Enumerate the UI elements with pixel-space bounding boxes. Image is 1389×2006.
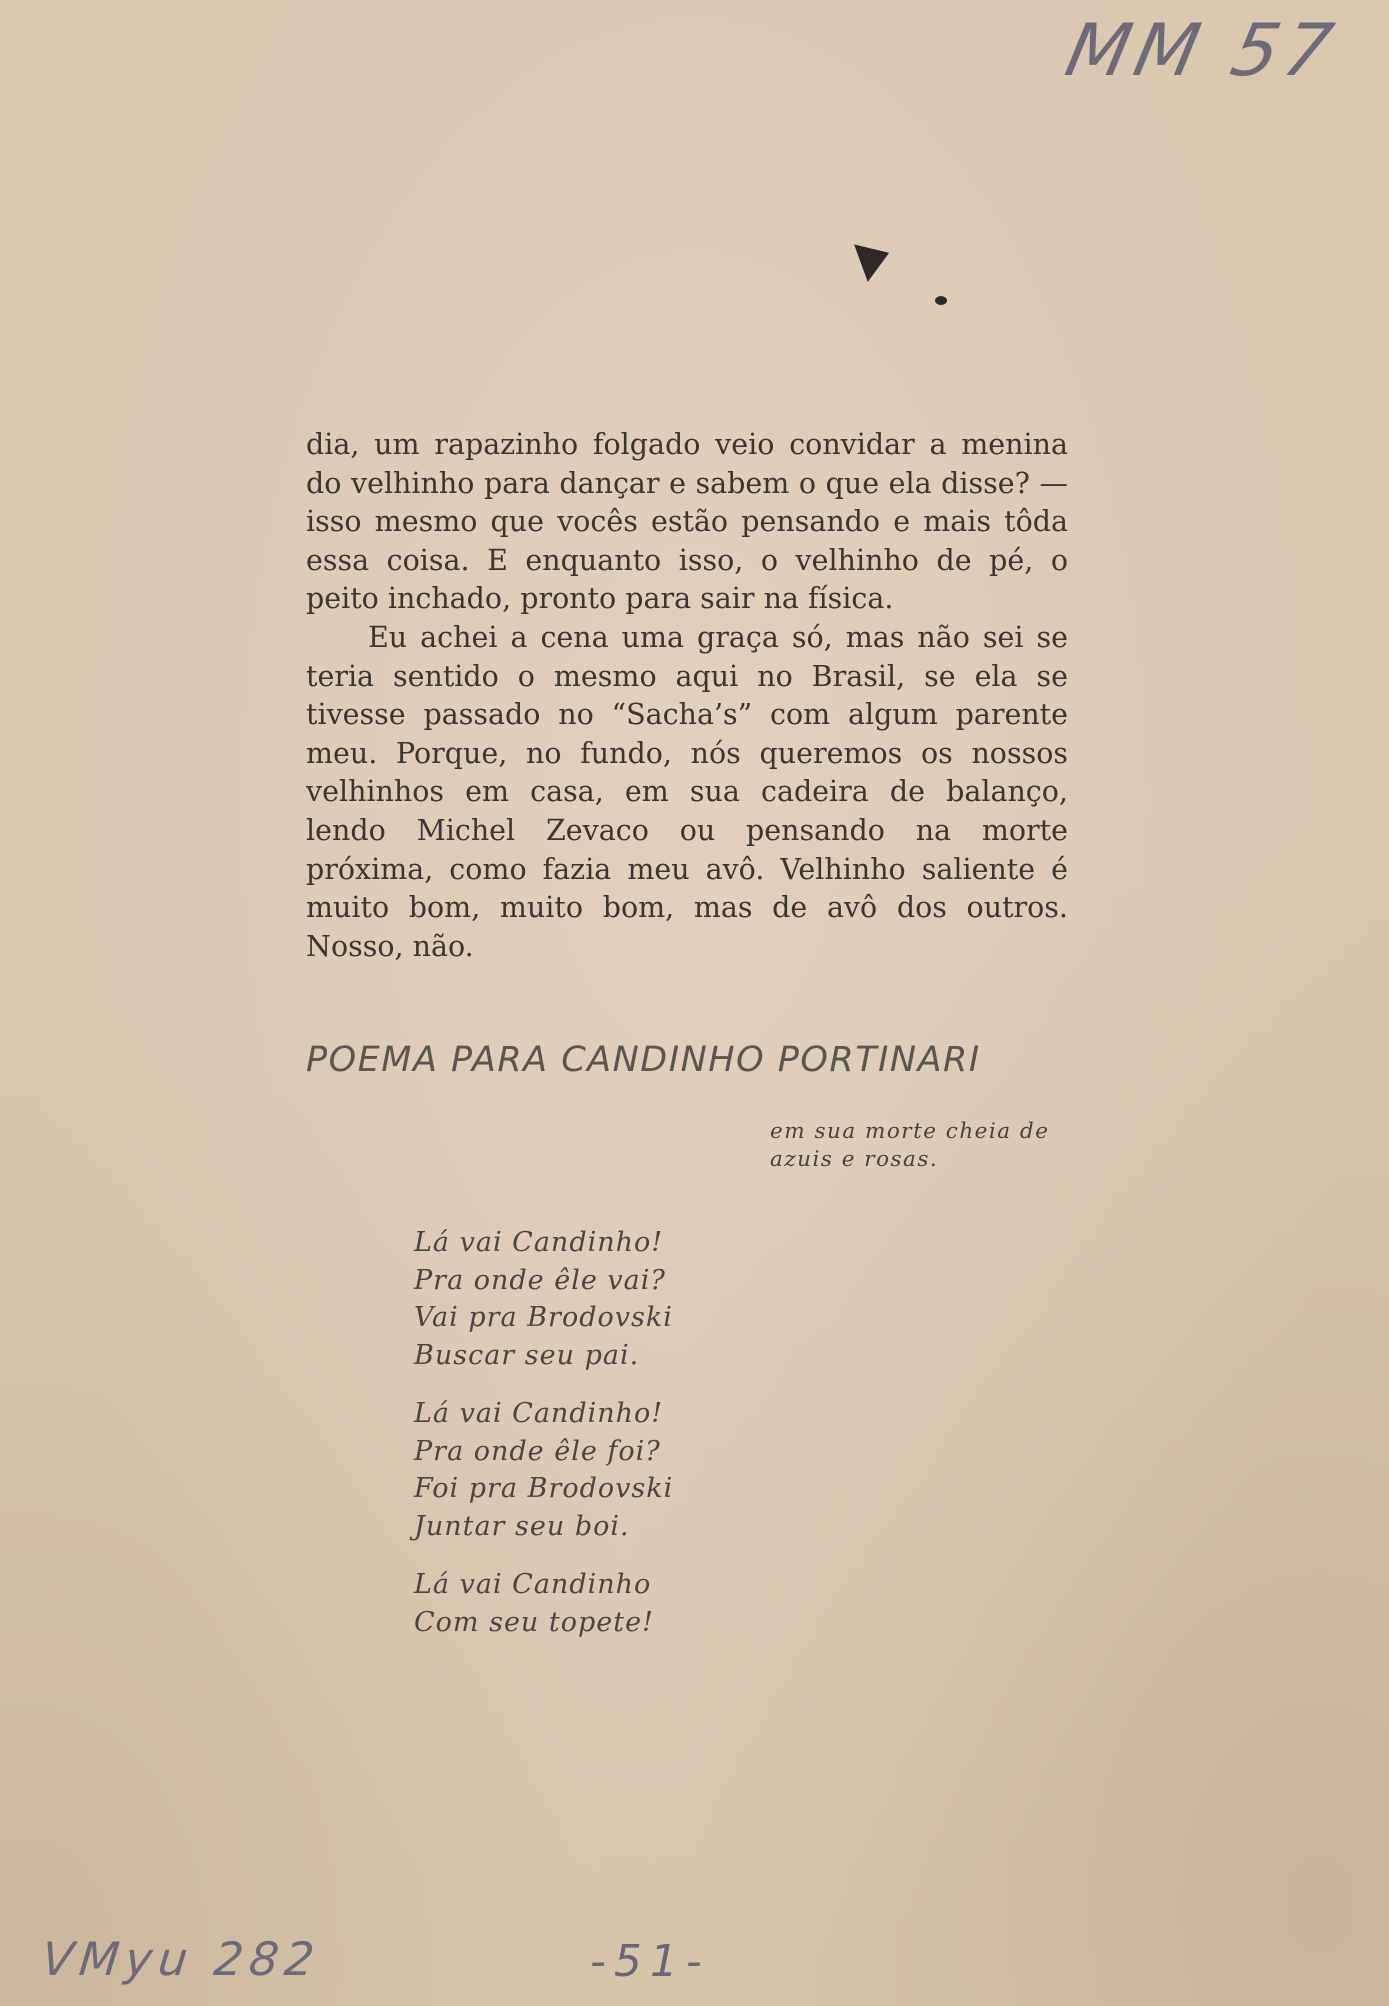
poem-stanza bbox=[414, 1395, 673, 1545]
poem-title: POEMA PARA CANDINHO PORTINARI bbox=[306, 1040, 981, 1080]
poem-dedication: em sua morte cheia de azuis e rosas. bbox=[770, 1119, 1050, 1172]
ink-dot-icon bbox=[935, 296, 947, 305]
poem-line: Pra onde êle vai? bbox=[414, 1264, 666, 1296]
poem-line: Juntar seu boi. bbox=[414, 1510, 630, 1542]
poem-body bbox=[414, 1224, 673, 1662]
poem-line: Buscar seu pai. bbox=[414, 1339, 640, 1371]
poem-stanza bbox=[414, 1224, 673, 1374]
poem-line: Com seu topete! bbox=[414, 1606, 654, 1638]
handwritten-archive-code: VMyu 282 bbox=[39, 1932, 323, 1986]
paragraph: Eu achei a cena uma graça só, mas não sei se teria sentido o mesmo aqui no Brasil, se ela se tivesse passado no “Sacha’s” com algum parente meu. Porque, no fundo, nós queremos os nossos velhinhos em casa, em sua cadeira de balanço, lendo Michel Zevaco ou pensando na morte próxima, como fazia meu avô. Velhinho saliente é muito bom, muito bom, mas de avô dos outros. Nosso, não. bbox=[306, 620, 1068, 963]
poem-line: Lá vai Candinho! bbox=[414, 1398, 664, 1429]
poem-line: Vai pra Brodovski bbox=[414, 1302, 673, 1333]
poem-line: Foi pra Brodovski bbox=[414, 1473, 674, 1504]
handwritten-catalog-mark: MM 57 bbox=[1059, 8, 1346, 92]
page-number: -51- bbox=[590, 1936, 710, 1987]
prose-text bbox=[306, 426, 1068, 966]
poem-stanza bbox=[414, 1566, 673, 1641]
poem-line: Pra onde êle foi? bbox=[414, 1435, 661, 1467]
poem-line: Lá vai Candinho bbox=[414, 1569, 652, 1600]
poem-line: Lá vai Candinho! bbox=[414, 1227, 664, 1258]
arrow-mark-icon bbox=[854, 234, 896, 282]
paragraph: dia, um rapazinho folgado veio convidar a menina do velhinho para dançar e sabem o que ela disse? — isso mesmo que vocês estão pensando e mais tôda essa coisa. E enquanto isso, o velhinho de pé, o peito inchado, pronto para sair na física. bbox=[306, 428, 1068, 616]
